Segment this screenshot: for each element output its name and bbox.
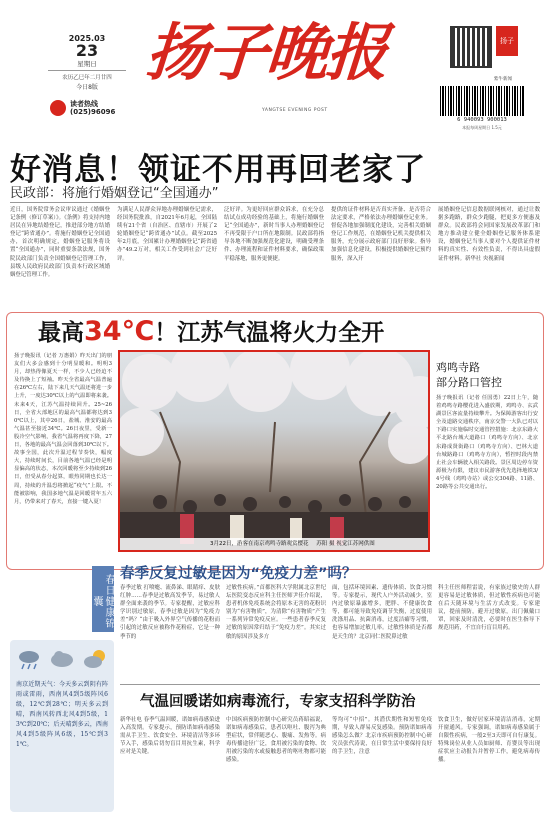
date-day: 23 bbox=[75, 41, 99, 60]
seal-stamp: 扬子 bbox=[496, 26, 518, 56]
side-text: 扬子晚报讯（记者 任国勇）22日上午，随着鸡鸣寺路樱花进入盛放期，鸡鸣寺、玄武湖景区客流量持续攀升。为保障游客出行安全及道路交通秩序，南京交警一大队已对以下路口实施临时交通管控措施：北京东路大平北路台城大道路口（鸡鸣寺方向）、北京东路成贤街路口（鸡鸣寺方向）、巴林大道台城路路口（鸡鸣寺方向），暂控时段内禁止社会车辆驶入相关路段。景区周边停车资源极为有限，建议市民游客优先选择地铁3/4号线（鸡鸣寺站）或公交304路、11路、20路等公共交通出行。 bbox=[436, 395, 538, 491]
barcode-number: 6 940093 900013 bbox=[457, 117, 507, 123]
lead-column-3: 泛好评。为更好回应群众诉求，在充分总结试点成功经验的基础上，将施行婚姻登记“全国通办”，新时当事人办理婚姻登记不再受限于户口所在地限制。民政部将指导各地不断加强规范化建设，明确受理条件、办理流程和证件材料要求，确保政策平稳落地，服务更便捷。 bbox=[224, 207, 324, 262]
heat-headline-prefix: 最高 bbox=[38, 320, 84, 346]
flu-column-2: 中国疾病预防控制中心研究员蒋昭福说，诺如病毒感染后，患者以呕吐、腹泻为典型症状，常伴随恶心、腹痛、发热等。病毒传播途径广泛，食用被污染的食物、饮用被污染的水或接触患者的呕吐物都可能感染。 bbox=[226, 717, 326, 764]
qr-caption: 紫牛新闻 bbox=[494, 77, 512, 82]
lead-column-1: 近日，国务院常务会议审议通过《婚姻登记条例（修订草案）》。《条例》将支持内地居民在异地结婚登记，推进部分地方结婚登记“跨省通办”。将施行婚姻登记全国通办，首次明确规定，婚姻登记服务将设置“全国通办”，同时重要条款法规，国务院民政部门负责全国婚姻登记管理工作，县级人民政府民政部门负责本行政区域婚姻登记管理工作。 bbox=[10, 207, 110, 278]
heat-headline[interactable] bbox=[38, 314, 384, 347]
barcode bbox=[440, 86, 524, 116]
flu-divider bbox=[120, 684, 540, 685]
cherry-blossom-photo bbox=[118, 350, 430, 552]
photo-illustration bbox=[120, 352, 430, 552]
cloud-sun-icon bbox=[82, 648, 108, 670]
lead-column-2: 为满足人民群众异地办理婚姻登记需求，经国务院批准，自2021年6月起，全国陆续有21个省（自治区、直辖市）开展了2轮婚姻登记“跨省通办”试点。截至2025年2月底，全国累计办理婚姻登记“跨省通办”49.2万对，相关工作受到社会广泛好评。 bbox=[117, 207, 217, 262]
newspaper-logo: 扬子晚报 bbox=[143, 16, 389, 89]
spring-column-4: 科主任医师程雷说，有家族过敏史的人群更容易是过敏体质，但过敏性疾病也可能在后天随环境与生活方式改变。专家建议，提前预防，避开过敏原，出门佩戴口罩，回家及时清洗，必要时在医生指导下规范用药，不宜自行盲目用药。 bbox=[438, 585, 540, 632]
date-year-month: 2025.03 bbox=[68, 34, 106, 43]
weather-text: 南京近期天气：今天多云到阴有阵雨或雷雨，西南风4到5级阵风6级，12℃到28℃；明天多云到晴，西南风转西北风4到5级，13℃到20℃；后天晴到多云，西南风4到5级阵风6级，15℃到31℃。 bbox=[16, 681, 108, 748]
weather-box bbox=[10, 640, 114, 812]
date-block bbox=[48, 34, 126, 91]
photo-caption-text: 3月22日，游客在南京鸡鸣寺路观赏樱花 bbox=[210, 541, 309, 547]
side-headline-line-2: 部分路口管控 bbox=[436, 376, 502, 389]
heat-left-text: 扬子晚报讯（记者 万惠娟）昨天出门的朋友们大多会感到十分明显暖和。明明3月，却热得像夏天一样，不少人已经迫不及待换上了短袖。昨天全省最高气温普遍在26℃左右，陆下来几天气温还将进一步上升，一度达30℃以上的气温即将来袭。未来4天，江苏气温持续回升。25~26日，全省大部地区的最高气温都将达到30℃以上，其中26日，盐城、淮安的最高气温甚至接近34℃。26日夜里，受新一股冷空气影响，我省气温将再度下降，27日，各地的最高气温会回落到30℃以下。故事全国，此次升温过程节奏快，幅度大，持续时间长，目前各地气温已经是明显偏高的状态，本次回暖将至少持续到26日，但受从春分起算，眼热同期也长达一周，持续的升温恐将掀起“疫气”上限。不能被影响，我国多地气温是回暖常年五六月，仍带来对了春天，直接一键入夏！ bbox=[14, 353, 112, 505]
lead-story[interactable] bbox=[0, 140, 550, 310]
hotline-block bbox=[50, 98, 130, 120]
side-headline-line-1: 鸡鸣寺路 bbox=[436, 361, 480, 374]
qr-code bbox=[450, 26, 492, 68]
spring-column-1: 春季过敏 打喷嚏、流鼻涕、眼睛痒、皮肤红肿……春季是过敏高发季节，易过敏人群全面来袭的季节。专家提醒，过敏应科学识别过敏原，春季过敏是因为“免疫力差”吗？“由于吸入外界空气传播的花粉而引起的过敏反应被称作花粉症，它是一种季节的 bbox=[120, 585, 220, 640]
newspaper-subtitle: YANGTSE EVENING POST bbox=[262, 108, 328, 113]
masthead bbox=[0, 0, 550, 136]
lunar-date: 农历乙巳年二月廿四 bbox=[48, 70, 126, 81]
hotline-label: 读者热线 bbox=[70, 100, 98, 108]
lead-divider bbox=[10, 202, 540, 203]
lead-column-4: 提供的证件材料是否真实齐备、是否符合法定要求，严格依法办理婚姻登记业务。督促各地加强制度化建设，完善相关婚姻登记工作规范，在婚姻登记机关提供相关服务，充分展示政府部门良好形象。指导加强信息化建设，积极提供婚姻登记预约服务，深入开 bbox=[331, 207, 431, 262]
flu-column-4: 饮食卫生，做好居家环境清洁消毒，定期开窗通风。专家强调，诺如病毒感染属于自限性疾病，一般2至3天即可自行康复。特殊岗位从业人员如厨师、育婴员等出现症状应主动报告并暂停工作，避免病毒传播。 bbox=[438, 717, 540, 764]
spring-column-3: 面，包括环境因素、遗传体质、饮食习惯等。专家提示，现代人户外活动减少，室内过敏原暴露增多，肥胖、不健康饮食等，都可能导致免疫调节失衡，过度使用洗涤用品、抗菌消毒，过度洁癖等习惯，也容易增加过敏几率。过敏性体质是否都是天生的？北京同仁医院鼻过敏 bbox=[332, 585, 432, 640]
flu-column-3: 等均可“中招”。其潜伏期性和短暂免疫期，导致人群易反复感染。预防诺如病毒感染怎么做？北京市疾病预防控制中心研究员张代涛说，在日常生活中要保持良好的手卫生，注意 bbox=[332, 717, 432, 756]
health-ribbon: 春日健康锦囊 bbox=[92, 566, 114, 632]
hotline-number: (025)96096 bbox=[70, 108, 116, 116]
lead-subheadline: 民政部：将施行婚姻登记“全国通办” bbox=[10, 186, 219, 201]
phone-icon bbox=[50, 100, 66, 116]
spring-headline[interactable]: 春季反复过敏是因为“免疫力差”吗？ bbox=[120, 566, 357, 582]
heat-headline-temp: 34℃ bbox=[84, 316, 155, 347]
cloud-icon bbox=[49, 648, 75, 670]
photo-credit: 苏阳 摄 视觉江苏网供图 bbox=[316, 541, 375, 547]
photo-caption bbox=[120, 538, 428, 550]
lead-column-5: 展婚姻登记信息数据联网核对，通过让数据多跑路，群众少跑腿，把更多方便惠及群众。民政部将会同国家发展改革部门和地方推动建立健全婚姻登记服务体系建设，婚姻登记当事人要对个人提供证件材料的真实性、有效性负责，不得出具虚假证件材料。新华社 央视新闻 bbox=[438, 207, 540, 262]
flu-headline[interactable]: 气温回暖诺如病毒流行，专家支招科学防治 bbox=[140, 694, 416, 710]
spring-column-2: 过敏性疾病。”首都医科大学附属北京世纪坛医院变态反应科主任医师尹佳介绍说，患者机体免疫系统会将原本无害的花粉识别为“有害物质”，为清除“有害物质”产生一系列异常免疫反应。一些患者春季反复过敏的原因常归结于“免疫力差”。其实过敏的原因涉及多方 bbox=[226, 585, 326, 640]
cloud-rain-icon bbox=[16, 648, 42, 670]
side-headline[interactable] bbox=[436, 360, 502, 390]
lead-headline[interactable]: 好消息！领证不用再回老家了 bbox=[10, 152, 426, 188]
weather-icons bbox=[16, 648, 108, 670]
page-count: 今日8版 bbox=[76, 84, 98, 91]
weekday: 星期日 bbox=[77, 60, 97, 68]
flu-column-1: 新华社电 春季气温回暖，诺如病毒感染进入高发期。专家提示，预防诺如病毒感染需从手卫生、饮食安全、环境清洁等多环节入手，感染后切勿盲目用抗生素，科学应对是关键。 bbox=[120, 717, 220, 756]
barcode-caption: 本报每周星期日 1.5元 bbox=[462, 125, 502, 130]
heat-headline-suffix: ！江苏气温将火力全开 bbox=[154, 320, 385, 346]
